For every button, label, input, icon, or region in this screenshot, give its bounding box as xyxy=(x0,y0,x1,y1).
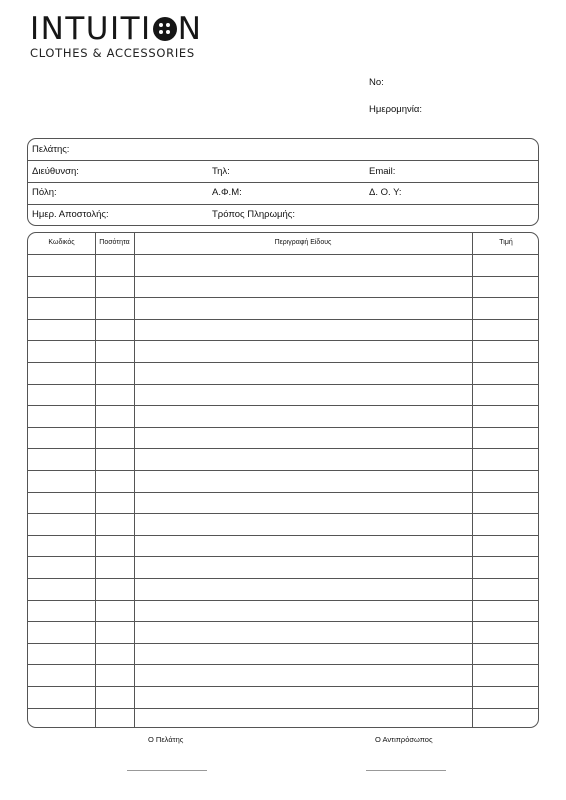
table-row xyxy=(28,664,538,665)
header-price: Τιμή xyxy=(499,239,513,246)
header-description: Περιγραφή Είδους xyxy=(274,239,332,246)
brand-name-start: INTUITI xyxy=(30,11,152,47)
table-row xyxy=(28,556,538,557)
table-row xyxy=(28,384,538,385)
brand-name xyxy=(30,11,203,47)
column-divider xyxy=(95,233,96,727)
brand-logo xyxy=(30,11,203,60)
header-quantity: Ποσότητα xyxy=(99,239,130,246)
table-row xyxy=(28,362,538,363)
address-label: Διεύθυνση: xyxy=(32,166,79,177)
customer-label: Πελάτης: xyxy=(32,144,70,155)
table-row xyxy=(28,708,538,709)
table-row xyxy=(28,578,538,579)
button-icon xyxy=(153,17,177,41)
tax-office-label: Δ. Ο. Υ: xyxy=(369,187,402,198)
table-row xyxy=(28,405,538,406)
table-row xyxy=(28,535,538,536)
invoice-number-label: Νο: xyxy=(369,77,384,88)
vat-label: Α.Φ.Μ: xyxy=(212,187,242,198)
table-row xyxy=(28,297,538,298)
city-label: Πόλη: xyxy=(32,187,57,198)
items-table xyxy=(27,232,539,728)
representative-signature-line xyxy=(366,770,446,771)
table-row xyxy=(28,319,538,320)
table-row xyxy=(28,448,538,449)
customer-row-divider xyxy=(28,160,538,161)
header-code: Κωδικός xyxy=(48,239,75,246)
table-row xyxy=(28,643,538,644)
table-row xyxy=(28,340,538,341)
customer-row-divider xyxy=(28,182,538,183)
invoice-date-label: Ημερομηνία: xyxy=(369,104,423,115)
customer-row-divider xyxy=(28,204,538,205)
table-row xyxy=(28,621,538,622)
customer-signature-label: Ο Πελάτης xyxy=(148,735,184,744)
representative-signature-label: Ο Αντιπρόσωπος xyxy=(375,735,433,744)
dispatch-date-label: Ημερ. Αποστολής: xyxy=(32,209,109,220)
table-row xyxy=(28,513,538,514)
customer-info-box xyxy=(27,138,539,226)
table-row xyxy=(28,492,538,493)
payment-method-label: Τρόπος Πληρωμής: xyxy=(212,209,295,220)
phone-label: Τηλ: xyxy=(212,166,230,177)
table-row xyxy=(28,686,538,687)
table-row xyxy=(28,470,538,471)
table-row xyxy=(28,254,538,255)
brand-tagline: CLOTHES & ACCESSORIES xyxy=(30,46,195,60)
column-divider xyxy=(472,233,473,727)
column-divider xyxy=(134,233,135,727)
table-row xyxy=(28,600,538,601)
table-row xyxy=(28,427,538,428)
email-label: Email: xyxy=(369,166,396,177)
table-row xyxy=(28,276,538,277)
brand-name-end: N xyxy=(177,11,203,47)
customer-signature-line xyxy=(127,770,207,771)
